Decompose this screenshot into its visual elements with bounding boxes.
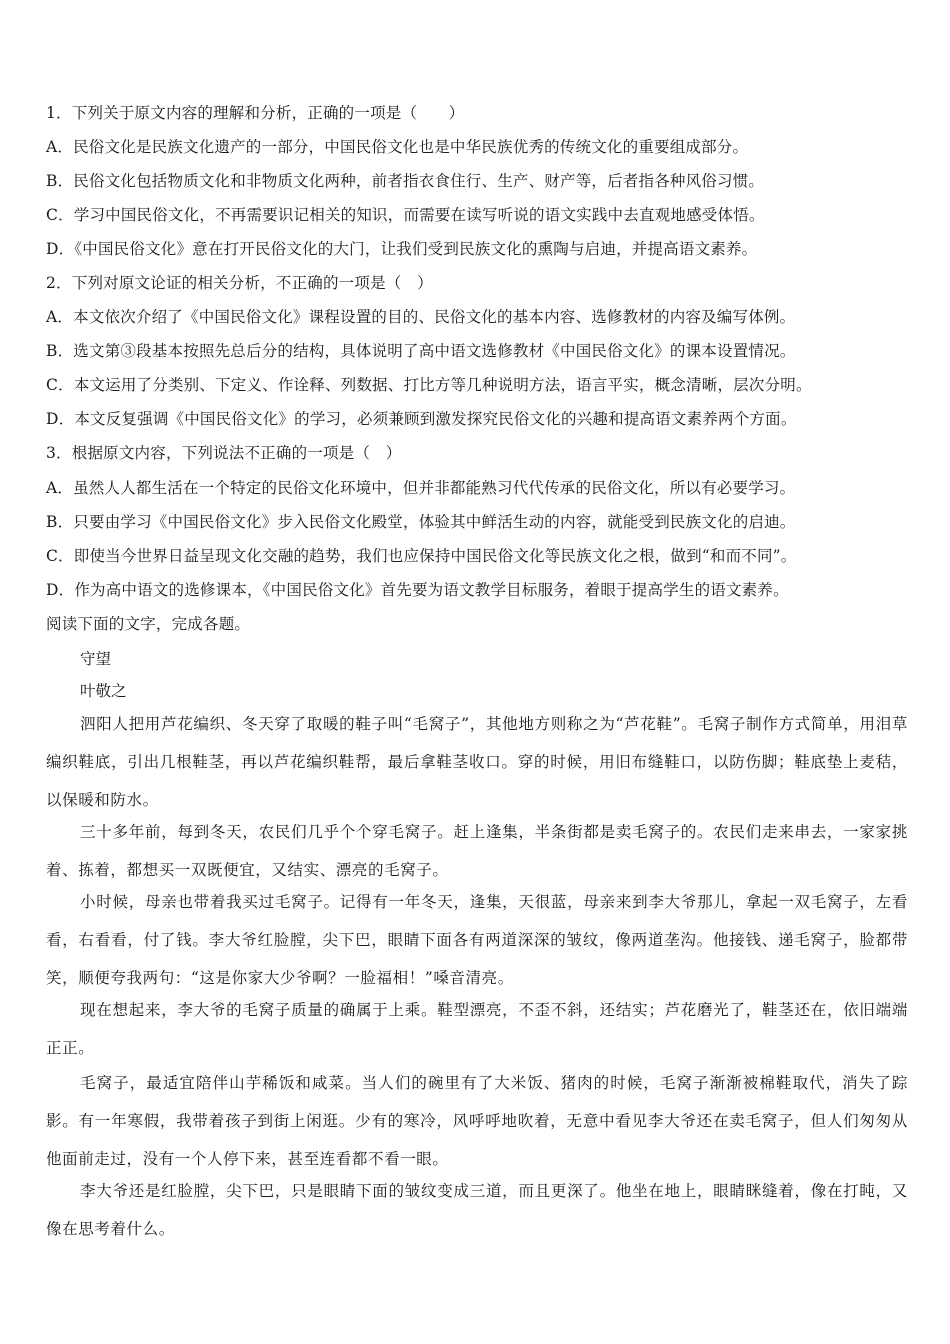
article-paragraph-5: 毛窝子，最适宜陪伴山芋稀饭和咸菜。当人们的碗里有了大米饭、猪肉的时候，毛窝子渐渐被棉鞋取代，消失了踪影。有一年寒假，我带着孩子到街上闲逛。少有的寒冷，风呼呼地吹着，无意中看见李大爷还在卖毛窝子，但人们匆匆从他面前走过，没有一个人停下来，甚至连看都不看一眼。: [46, 1074, 908, 1168]
article-author: 叶敬之: [80, 682, 127, 700]
article-paragraph-3: 小时候，母亲也带着我买过毛窝子。记得有一年冬天，逢集，天很蓝，母亲来到李大爷那儿，拿起一双毛窝子，左看看，右看看，付了钱。李大爷红脸膛，尖下巴，眼睛下面各有两道深深的皱纹，像两道垄沟。他接钱、递毛窝子，脸都带笑，顺便夸我两句：“这是你家大少爷啊？一脸福相！”嗓音清亮。: [46, 893, 908, 987]
reading-intro: 阅读下面的文字，完成各题。: [46, 615, 251, 633]
question-2-option-d: D．本文反复强调《中国民俗文化》的学习，必须兼顾到激发探究民俗文化的兴趣和提高语文素养两个方面。: [46, 410, 797, 428]
question-3-option-d: D．作为高中语文的选修课本，《中国民俗文化》首先要为语文教学目标服务，着眼于提高学生的语文素养。: [46, 581, 789, 599]
question-1-stem: 1．下列关于原文内容的理解和分析，正确的一项是（ ）: [46, 104, 465, 122]
question-3-option-b: B．只要由学习《中国民俗文化》步入民俗文化殿堂，体验其中鲜活生动的内容，就能受到民族文化的启迪。: [46, 513, 796, 531]
question-1-option-a: A．民俗文化是民族文化遗产的一部分，中国民俗文化也是中华民族优秀的传统文化的重要组成部分。: [46, 138, 749, 156]
article-paragraph-1: 泗阳人把用芦花编织、冬天穿了取暖的鞋子叫“毛窝子”，其他地方则称之为“芦花鞋”。毛窝子制作方式简单，用泪草编织鞋底，引出几根鞋茎，再以芦花编织鞋帮，最后拿鞋茎收口。穿的时候，用旧布缝鞋口，以防伤脚；鞋底垫上麦秸，以保暖和防水。: [46, 715, 908, 809]
article-paragraph-6: 李大爷还是红脸膛，尖下巴，只是眼睛下面的皱纹变成三道，而且更深了。他坐在地上，眼睛眯缝着，像在打盹，又像在思考着什么。: [46, 1182, 908, 1238]
article-paragraph-2: 三十多年前，每到冬天，农民们几乎个个穿毛窝子。赶上逢集，半条街都是卖毛窝子的。农民们走来串去，一家家挑着、拣着，都想买一双既便宜，又结实、漂亮的毛窝子。: [46, 823, 908, 879]
question-2-option-a: A．本文依次介绍了《中国民俗文化》课程设置的目的、民俗文化的基本内容、选修教材的内容及编写体例。: [46, 308, 796, 326]
question-2-option-c: C．本文运用了分类别、下定义、作诠释、列数据、打比方等几种说明方法，语言平实，概念清晰，层次分明。: [46, 376, 812, 394]
question-2-stem: 2．下列对原文论证的相关分析，不正确的一项是（ ）: [46, 274, 433, 292]
article-paragraph-4: 现在想起来，李大爷的毛窝子质量的确属于上乘。鞋型漂亮，不歪不斜，还结实；芦花磨光了，鞋茎还在，依旧端端正正。: [46, 1001, 908, 1057]
question-1-option-d: D．《中国民俗文化》意在打开民俗文化的大门，让我们受到民族文化的熏陶与启迪，并提高语文素养。: [46, 240, 758, 258]
article-title: 守望: [80, 650, 112, 668]
question-1-option-b: B．民俗文化包括物质文化和非物质文化两种，前者指衣食住行、生产、财产等，后者指各种风俗习惯。: [46, 172, 765, 190]
question-2-option-b: B．选文第③段基本按照先总后分的结构，具体说明了高中语文选修教材《中国民俗文化》的课本设置情况。: [46, 342, 796, 360]
question-3-option-c: C．即使当今世界日益呈现文化交融的趋势，我们也应保持中国民俗文化等民族文化之根，做到“和而不同”。: [46, 547, 797, 565]
question-3-option-a: A．虽然人人都生活在一个特定的民俗文化环境中，但并非都能熟习代代传承的民俗文化，所以有必要学习。: [46, 479, 796, 497]
question-1-option-c: C．学习中国民俗文化，不再需要识记相关的知识，而需要在读写听说的语文实践中去直观地感受体悟。: [46, 206, 765, 224]
question-3-stem: 3．根据原文内容，下列说法不正确的一项是（ ）: [46, 444, 402, 462]
